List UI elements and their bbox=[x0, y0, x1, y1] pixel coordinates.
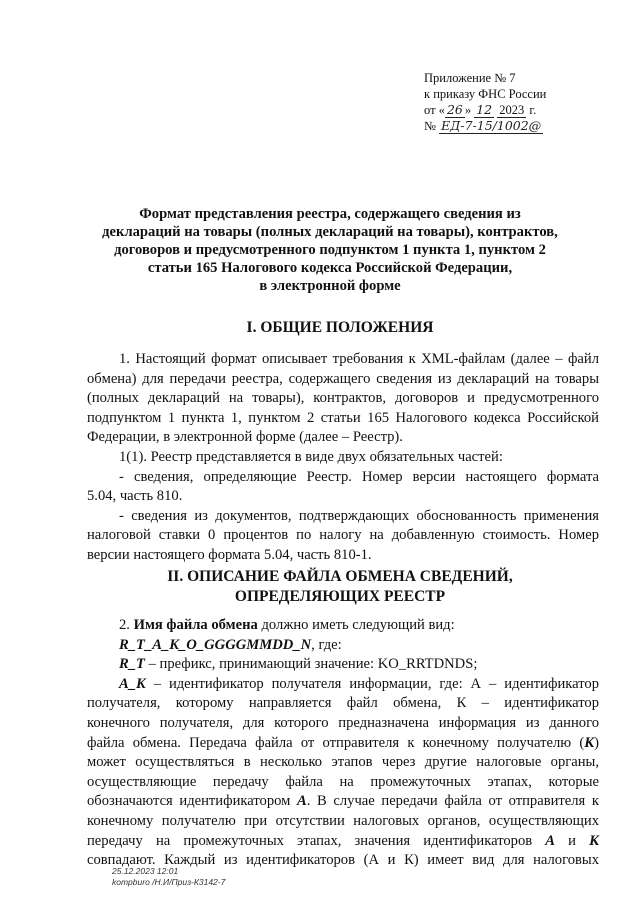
section-1-heading: I. ОБЩИЕ ПОЛОЖЕНИЯ bbox=[246, 319, 434, 336]
handwritten-month: 12 bbox=[476, 102, 493, 117]
section-2-body: 2. Имя файла обмена должно иметь следующий вид: R_T_A_K_O_GGGGMMDD_N, где: R_T – префикс, принимающий значение: KO_RRTDNDS; A_K – идентификатор получателя информации, где: А – идентификатор получателя, которому направляется файл обмена, К – идентификатор конечного получателя, для которого предназначена информация из данного файла обмена. Передача файла от отправителя к конечному получателю (К) может осуществляться в несколько этапов через другие налоговые органы, осуществляющие передачу файла на промежуточных этапах, которые обозначаются идентификатором А. В случае передачи файла от отправителя к конечному получателю при отсутствии налоговых органов, осуществляющих передачу на промежуточных этапах, значения идентификаторов А и К совпадают. Каждый из идентификаторов (А и К) имеет вид для налоговых bbox=[87, 617, 599, 869]
handwritten-year: 2023 bbox=[499, 103, 525, 117]
appendix-date: от « 26 » 12 2023 г. bbox=[424, 102, 537, 117]
appendix-line2: к приказу ФНС России bbox=[424, 87, 547, 101]
appendix-line1: Приложение № 7 bbox=[424, 71, 516, 85]
handwritten-order-number: ЕД-7-15/1002@ bbox=[441, 118, 542, 133]
footer-stamp: 25.12.2023 12:01 kompburo /Н.И/Приз-К3142-7 bbox=[112, 866, 226, 887]
appendix-number: № ЕД-7-15/1002@ bbox=[424, 118, 542, 133]
appendix-block bbox=[424, 70, 624, 134]
document-title: Формат представления реестра, содержащего сведения из деклараций на товары (полных деклараций на товары), контрактов, договоров и предусмотренного подпунктом 1 пункта 1, пунктом 2 статьи 165 Налогового кодекса Российской Федерации, в электронной форме bbox=[102, 206, 558, 294]
handwritten-day: 26 bbox=[446, 102, 463, 117]
section-1-body: 1. Настоящий формат описывает требования к XML-файлам (далее – файл обмена) для передачи реестра, содержащего сведения из деклараций на товары (полных деклараций на товары), контрактов, договоров и предусмотренного подпунктом 1 пункта 1, пунктом 2 статьи 165 Налогового кодекса Российской Федерации, в электронной форме (далее – Реестр). 1(1). Реестр представляется в виде двух обязательных частей: - сведения, определяющие Реестр. Номер версии настоящего формата 5.04, часть 810. - сведения из документов, подтверждающих обоснованность применения налоговой ставки 0 процентов по налогу на добавленную стоимость. Номер версии настоящего формата 5.04, часть 810-1. bbox=[87, 351, 599, 563]
section-2-heading: II. ОПИСАНИЕ ФАЙЛА ОБМЕНА СВЕДЕНИЙ, ОПРЕДЕЛЯЮЩИХ РЕЕСТР bbox=[167, 568, 513, 605]
